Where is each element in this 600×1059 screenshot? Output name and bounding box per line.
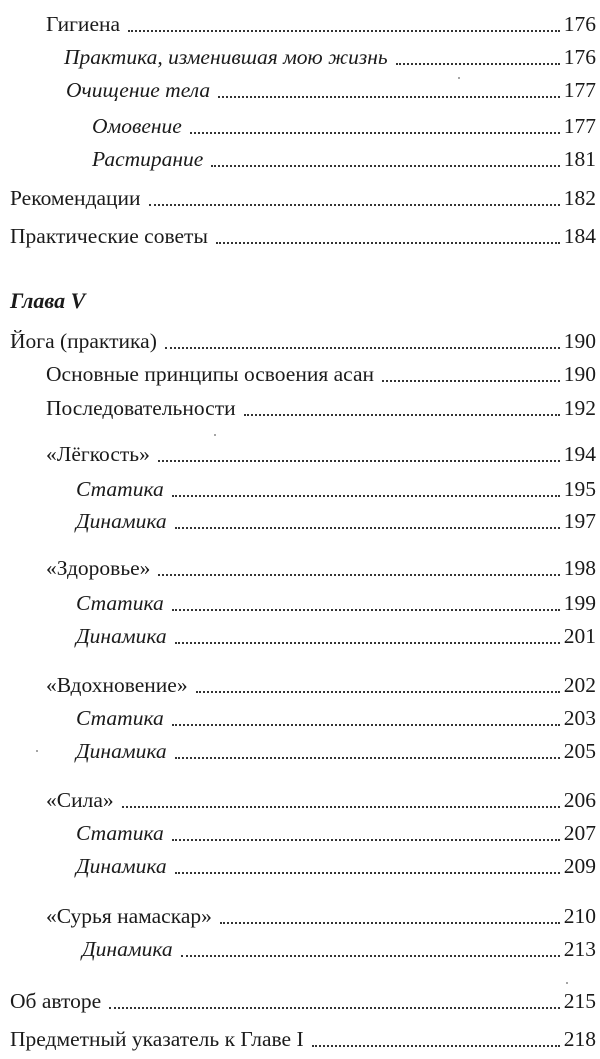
toc-entry-page: 194 — [563, 442, 596, 466]
toc-entry-label: «Здоровье» — [46, 556, 151, 580]
dot-leader — [175, 504, 562, 538]
dot-leader — [190, 109, 562, 143]
toc-entry-page: 177 — [563, 78, 596, 102]
toc-entry — [0, 1022, 596, 1056]
toc-entry — [0, 40, 596, 74]
dot-leader — [175, 849, 562, 883]
dot-leader — [382, 357, 562, 391]
toc-entry-page: 202 — [563, 673, 596, 697]
toc-entry-page: 181 — [563, 147, 596, 171]
chapter-heading: Глава V — [10, 288, 86, 313]
toc-entry — [0, 181, 596, 215]
toc-entry — [0, 701, 596, 735]
dot-leader — [181, 932, 562, 966]
dot-leader — [149, 181, 562, 215]
toc-entry-label: Последовательности — [46, 396, 236, 420]
toc-entry-page: 176 — [563, 12, 596, 36]
dot-leader — [165, 324, 562, 358]
dot-leader — [218, 73, 562, 107]
toc-entry — [0, 619, 596, 653]
dot-leader — [196, 668, 562, 702]
toc-entry — [0, 219, 596, 253]
dot-leader — [158, 551, 561, 585]
toc-entry-label: Динамика — [76, 739, 167, 763]
dot-leader — [211, 142, 561, 176]
toc-entry — [0, 109, 596, 143]
dot-leader — [109, 984, 562, 1018]
toc-entry-label: «Лёгкость» — [46, 442, 150, 466]
dot-leader — [396, 40, 562, 74]
dot-leader — [122, 783, 562, 817]
toc-entry — [0, 586, 596, 620]
toc-entry — [0, 734, 596, 768]
toc-entry — [0, 551, 596, 585]
toc-entry-page: 198 — [563, 556, 596, 580]
toc-entry-label: «Сила» — [46, 788, 114, 812]
toc-entry-page: 195 — [563, 477, 596, 501]
toc-entry-page: 201 — [563, 624, 596, 648]
toc-entry-page: 206 — [563, 788, 596, 812]
scan-speck — [458, 77, 460, 79]
toc-entry-label: Омовение — [92, 114, 182, 138]
toc-entry-label: Практические советы — [10, 224, 208, 248]
dot-leader — [128, 7, 562, 41]
dot-leader — [172, 586, 562, 620]
toc-entry-page: 199 — [563, 591, 596, 615]
dot-leader — [216, 219, 562, 253]
toc-entry — [0, 472, 596, 506]
toc-entry-label: Динамика — [76, 624, 167, 648]
toc-entry-page: 207 — [563, 821, 596, 845]
toc-entry-label: Динамика — [82, 937, 173, 961]
toc-entry-page: 192 — [563, 396, 596, 420]
toc-entry-page: 184 — [563, 224, 596, 248]
toc-entry — [0, 357, 596, 391]
toc-entry-page: 205 — [563, 739, 596, 763]
toc-entry-page: 210 — [563, 904, 596, 928]
toc-entry-page: 218 — [563, 1027, 596, 1051]
toc-entry — [0, 899, 596, 933]
toc-entry-label: Об авторе — [10, 989, 102, 1013]
scan-speck — [214, 434, 216, 436]
dot-leader — [158, 437, 562, 471]
toc-entry-label: Динамика — [76, 509, 167, 533]
toc-entry-label: Статика — [76, 706, 164, 730]
dot-leader — [172, 701, 562, 735]
toc-entry-label: Основные принципы освоения асан — [46, 362, 375, 386]
toc-entry-label: Динамика — [76, 854, 167, 878]
toc-entry-page: 203 — [563, 706, 596, 730]
toc-entry — [0, 504, 596, 538]
dot-leader — [312, 1022, 562, 1056]
toc-entry-page: 209 — [563, 854, 596, 878]
toc-entry — [0, 324, 596, 358]
toc-entry-label: Статика — [76, 821, 164, 845]
toc-entry-page: 182 — [563, 186, 596, 210]
dot-leader — [172, 816, 562, 850]
dot-leader — [244, 391, 562, 425]
toc-entry — [0, 816, 596, 850]
toc-entry — [0, 391, 596, 425]
toc-entry — [0, 437, 596, 471]
dot-leader — [175, 734, 562, 768]
toc-entry-page: 176 — [563, 45, 596, 69]
toc-entry-label: Йога (практика) — [10, 329, 157, 353]
toc-entry — [0, 783, 596, 817]
toc-entry-label: Практика, изменившая мою жизнь — [64, 45, 388, 69]
toc-entry-page: 215 — [563, 989, 596, 1013]
toc-entry-label: Статика — [76, 591, 164, 615]
dot-leader — [220, 899, 562, 933]
toc-entry — [0, 849, 596, 883]
scan-speck — [36, 750, 38, 752]
toc-entry-page: 197 — [563, 509, 596, 533]
toc-entry-page: 177 — [563, 114, 596, 138]
dot-leader — [172, 472, 562, 506]
toc-entry-label: Предметный указатель к Главе I — [10, 1027, 304, 1051]
toc-entry-page: 190 — [563, 362, 596, 386]
toc-entry — [0, 668, 596, 702]
toc-entry — [0, 7, 596, 41]
toc-entry-label: «Сурья намаскар» — [46, 904, 212, 928]
toc-entry-label: Растирание — [92, 147, 204, 171]
toc-entry-page: 213 — [563, 937, 596, 961]
dot-leader — [175, 619, 562, 653]
toc-entry — [0, 984, 596, 1018]
toc-entry — [0, 932, 596, 966]
toc-entry-label: Рекомендации — [10, 186, 141, 210]
toc-entry — [0, 73, 596, 107]
toc-entry — [0, 142, 596, 176]
toc-entry-label: Очищение тела — [66, 78, 211, 102]
toc-entry-label: Статика — [76, 477, 164, 501]
toc-entry-label: Гигиена — [46, 12, 121, 36]
toc-entry-label: «Вдохновение» — [46, 673, 188, 697]
scan-speck — [566, 982, 568, 984]
toc-entry-page: 190 — [563, 329, 596, 353]
